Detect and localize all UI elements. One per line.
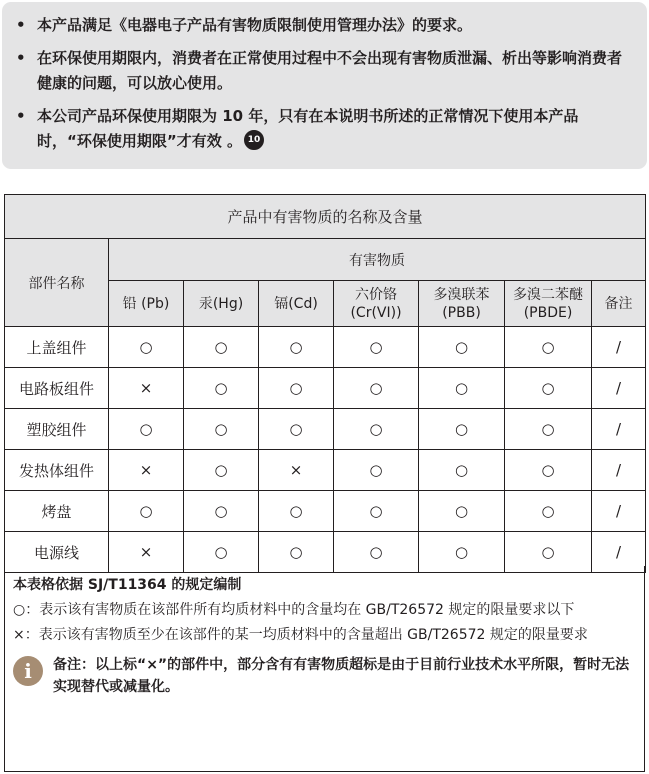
column-header: 镉(Cd) <box>259 281 334 327</box>
substance-mark-cell: ○ <box>419 409 505 450</box>
substance-mark-cell: / <box>592 327 646 368</box>
column-header: 六价铬 (Cr(VI)) <box>334 281 419 327</box>
substance-mark-cell: ○ <box>334 368 419 409</box>
environment-protection-use-period-icon: 10 <box>244 130 264 150</box>
notice-item: • 本产品满足《电器电子产品有害物质限制使用管理办法》的要求。 <box>14 13 633 38</box>
substance-mark-cell: ○ <box>259 409 334 450</box>
substance-mark-cell: ○ <box>505 491 592 532</box>
substance-mark-cell: / <box>592 491 646 532</box>
table-row <box>5 491 646 532</box>
column-header: 铅 (Pb) <box>109 281 184 327</box>
substance-mark-cell: / <box>592 532 646 573</box>
table-row <box>5 450 646 491</box>
column-header: 多溴二苯醚 (PBDE) <box>505 281 592 327</box>
substance-mark-cell: ○ <box>505 532 592 573</box>
part-name-cell: 电路板组件 <box>5 368 109 409</box>
substance-mark-cell: / <box>592 409 646 450</box>
substance-mark-cell: ○ <box>184 450 259 491</box>
substance-mark-cell: ○ <box>334 532 419 573</box>
column-header: 多溴联苯 (PBB) <box>419 281 505 327</box>
cross-definition: ×：表示该有害物质至少在该部件的某一均质材料中的含量超出 GB/T26572 规定的限量要求 <box>13 627 588 643</box>
substance-mark-cell: ○ <box>184 532 259 573</box>
part-name-cell: 塑胶组件 <box>5 409 109 450</box>
hazardous-substances-header: 有害物质 <box>109 239 646 281</box>
part-name-cell: 发热体组件 <box>5 450 109 491</box>
substance-mark-cell: ○ <box>419 450 505 491</box>
substance-mark-cell: ○ <box>184 327 259 368</box>
table-basis-note: 本表格依据 SJ/T11364 的规定编制 <box>13 577 242 593</box>
info-icon: i <box>13 656 43 686</box>
substance-mark-cell: ○ <box>419 368 505 409</box>
part-name-cell: 电源线 <box>5 532 109 573</box>
substance-mark-cell: ○ <box>334 409 419 450</box>
table-title: 产品中有害物质的名称及含量 <box>5 195 646 239</box>
substance-mark-cell: ○ <box>109 409 184 450</box>
column-header: 汞(Hg) <box>184 281 259 327</box>
substance-mark-cell: ○ <box>334 491 419 532</box>
substance-mark-cell: ○ <box>109 491 184 532</box>
substance-mark-cell: ○ <box>505 368 592 409</box>
substance-mark-cell: × <box>109 450 184 491</box>
part-name-cell: 烤盘 <box>5 491 109 532</box>
substance-mark-cell: ○ <box>334 450 419 491</box>
substance-mark-cell: ○ <box>505 327 592 368</box>
circle-definition: ○：表示该有害物质在该部件所有均质材料中的含量均在 GB/T26572 规定的限量要求以下 <box>13 602 575 618</box>
remark-text: 备注：以上标“×”的部件中，部分含有有害物质超标是由于目前行业技术水平所限，暂时无法实现替代或减量化。 <box>53 657 630 695</box>
table-notes <box>4 566 645 772</box>
substance-mark-cell: ○ <box>184 409 259 450</box>
part-name-header: 部件名称 <box>5 239 109 327</box>
substance-mark-cell: ○ <box>259 327 334 368</box>
column-header: 备注 <box>592 281 646 327</box>
substance-mark-cell: ○ <box>419 491 505 532</box>
substance-mark-cell: ○ <box>259 532 334 573</box>
substance-mark-cell: ○ <box>259 491 334 532</box>
substance-mark-cell: × <box>109 532 184 573</box>
table-row <box>5 327 646 368</box>
substance-mark-cell: ○ <box>505 409 592 450</box>
substance-mark-cell: ○ <box>505 450 592 491</box>
substance-mark-cell: ○ <box>109 327 184 368</box>
hazardous-substances-table <box>4 194 646 573</box>
substance-mark-cell: / <box>592 450 646 491</box>
substance-mark-cell: ○ <box>419 327 505 368</box>
table-row <box>5 409 646 450</box>
substance-mark-cell: / <box>592 368 646 409</box>
notice-list <box>14 13 633 154</box>
substance-mark-cell: ○ <box>419 532 505 573</box>
part-name-cell: 上盖组件 <box>5 327 109 368</box>
substance-mark-cell: ○ <box>184 491 259 532</box>
substance-mark-cell: ○ <box>334 327 419 368</box>
remark <box>13 654 632 698</box>
substance-mark-cell: ○ <box>259 368 334 409</box>
environmental-notice-panel <box>2 2 647 169</box>
substance-mark-cell: ○ <box>184 368 259 409</box>
notice-item: • 本公司产品环保使用期限为 10 年，只有在本说明书所述的正常情况下使用本产品时，“环保使用期限”才有效 。 10 <box>14 104 633 154</box>
table-row <box>5 368 646 409</box>
substance-mark-cell: × <box>259 450 334 491</box>
notice-item: • 在环保使用期限内，消费者在正常使用过程中不会出现有害物质泄漏、析出等影响消费者健康的问题，可以放心使用。 <box>14 46 633 96</box>
substance-mark-cell: × <box>109 368 184 409</box>
